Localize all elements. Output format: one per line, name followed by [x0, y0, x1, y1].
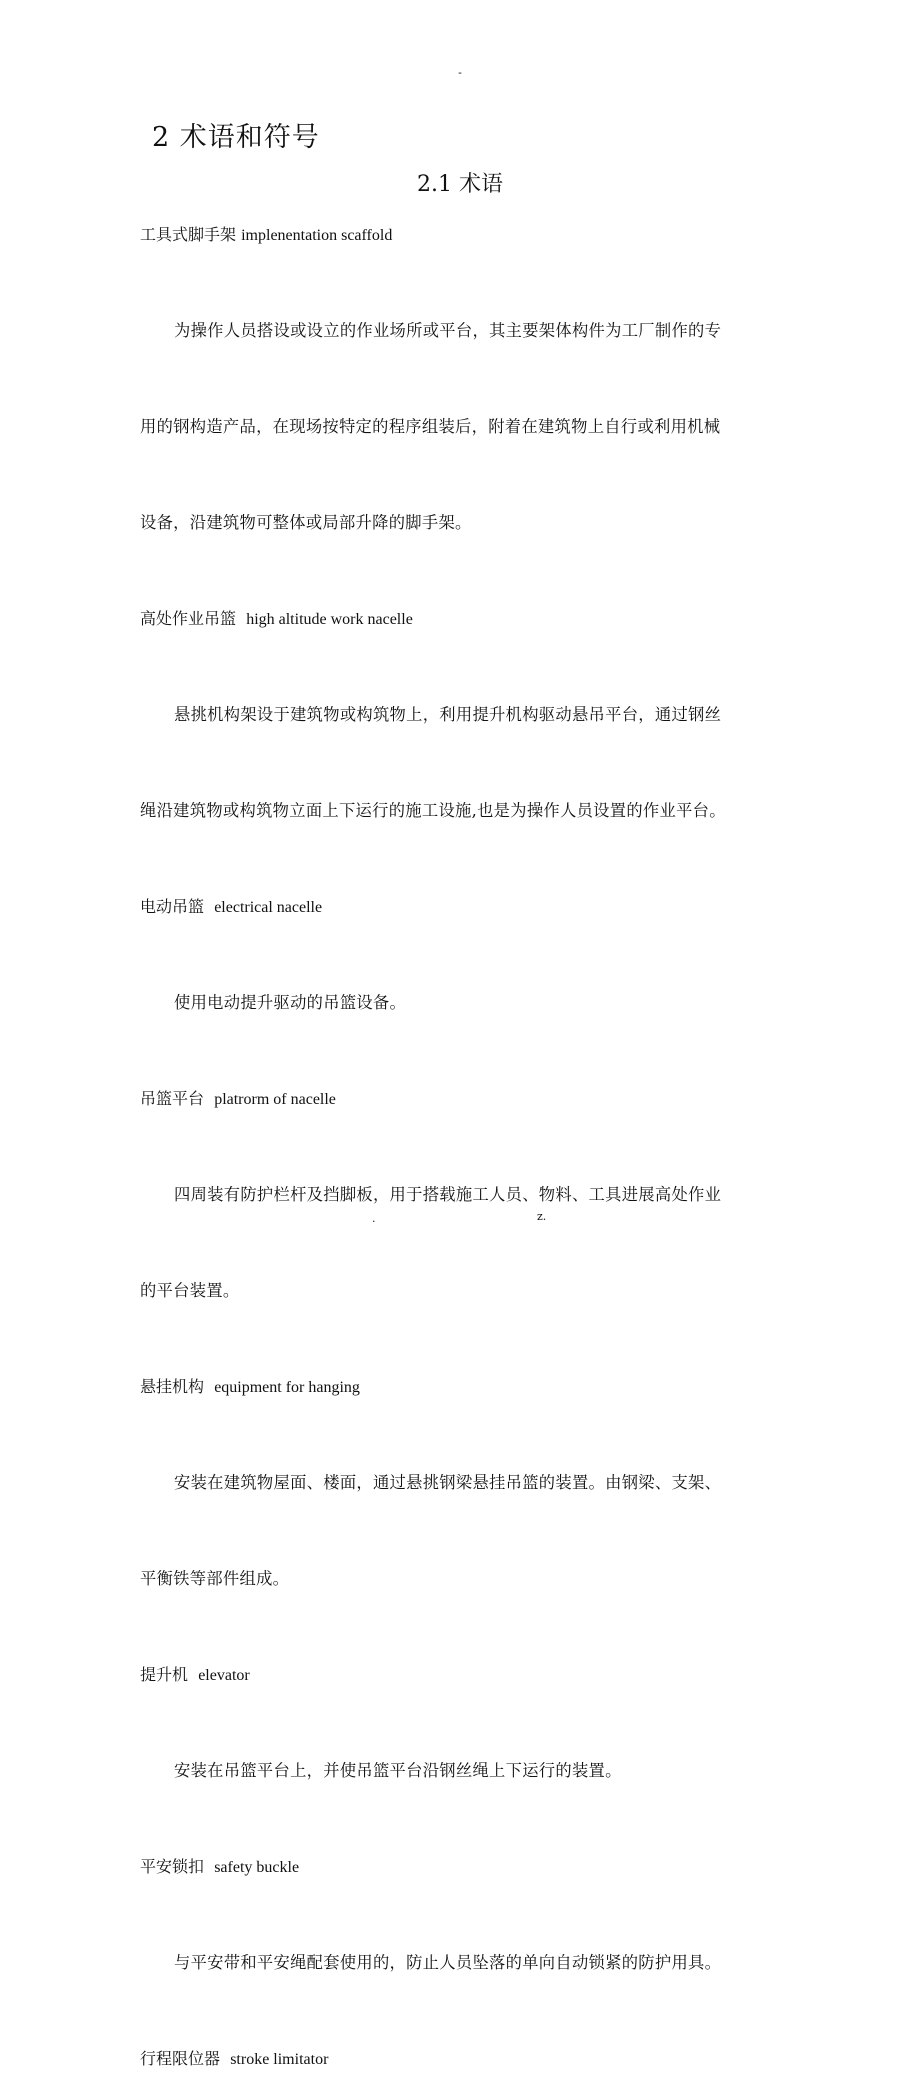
term-definition [140, 651, 800, 891]
term-en: safety buckle [214, 1859, 300, 1876]
term-zh: 工具式脚手架 [140, 225, 237, 244]
term-zh: 平安锁扣 [140, 1857, 205, 1876]
term-zh: 电动吊篮 [140, 897, 205, 916]
definition-line: 为操作人员搭设或设立的作业场所或平台，其主要架体构件为工厂制作的专 [174, 321, 722, 340]
term-en: equipment for hanging [214, 1379, 360, 1396]
page-header-mark: - [458, 66, 462, 79]
term-en: high altitude work nacelle [246, 611, 413, 628]
term-zh: 行程限位器 [140, 2049, 221, 2068]
chapter-title: 2 术语和符号 [152, 122, 320, 153]
term-definition [140, 1707, 800, 1851]
term-heading [140, 603, 800, 651]
definition-line: 与平安带和平安绳配套使用的，防止人员坠落的单向自动锁紧的防护用具。 [174, 1953, 722, 1972]
term-zh: 高处作业吊篮 [140, 609, 237, 628]
page-footer-right: z. [537, 1210, 547, 1223]
definition-line: 的平台装置。 [140, 1281, 240, 1300]
section-title: 2.1 术语 [417, 172, 503, 197]
term-definition [140, 1419, 800, 1659]
definition-line: 安装在建筑物屋面、楼面，通过悬挑钢梁悬挂吊篮的装置。由钢梁、支架、 [174, 1473, 722, 1492]
term-entry [140, 1851, 800, 2043]
term-heading [140, 1083, 800, 1131]
term-entry [140, 1371, 800, 1659]
term-en: stroke limitator [230, 2051, 329, 2068]
terms-list [140, 219, 800, 2091]
term-entry [140, 1659, 800, 1851]
page-footer-left: . [372, 1212, 376, 1225]
term-entry [140, 603, 800, 891]
term-heading [140, 891, 800, 939]
definition-line: 安装在吊篮平台上，并使吊篮平台沿钢丝绳上下运行的装置。 [174, 1761, 622, 1780]
definition-line: 设备，沿建筑物可整体或局部升降的脚手架。 [140, 513, 472, 532]
term-zh: 悬挂机构 [140, 1377, 205, 1396]
term-definition [140, 939, 800, 1083]
term-en: electrical nacelle [214, 899, 323, 916]
term-zh: 吊篮平台 [140, 1089, 205, 1108]
definition-line: 用的钢构造产品，在现场按特定的程序组装后，附着在建筑物上自行或利用机械 [140, 417, 721, 436]
term-entry [140, 219, 800, 603]
term-entry [140, 891, 800, 1083]
term-entry [140, 1083, 800, 1371]
term-en: platrorm of nacelle [214, 1091, 336, 1108]
term-zh: 提升机 [140, 1665, 189, 1684]
term-heading [140, 1371, 800, 1419]
term-definition [140, 267, 800, 603]
term-heading [140, 1851, 800, 1899]
definition-line: 绳沿建筑物或构筑物立面上下运行的施工设施,也是为操作人员设置的作业平台。 [140, 801, 726, 820]
definition-line: 平衡铁等部件组成。 [140, 1569, 290, 1588]
term-heading [140, 1659, 800, 1707]
term-heading [140, 2043, 800, 2091]
term-definition [140, 1131, 800, 1371]
definition-line: 四周装有防护栏杆及挡脚板，用于搭载施工人员、物料、工具进展高处作业 [174, 1185, 722, 1204]
definition-line: 悬挑机构架设于建筑物或构筑物上，利用提升机构驱动悬吊平台，通过钢丝 [174, 705, 722, 724]
term-en: implenentation scaffold [241, 227, 393, 244]
definition-line: 使用电动提升驱动的吊篮设备。 [174, 993, 407, 1012]
term-entry [140, 2043, 800, 2091]
term-definition [140, 1899, 800, 2043]
term-heading [140, 219, 800, 267]
term-en: elevator [198, 1667, 250, 1684]
